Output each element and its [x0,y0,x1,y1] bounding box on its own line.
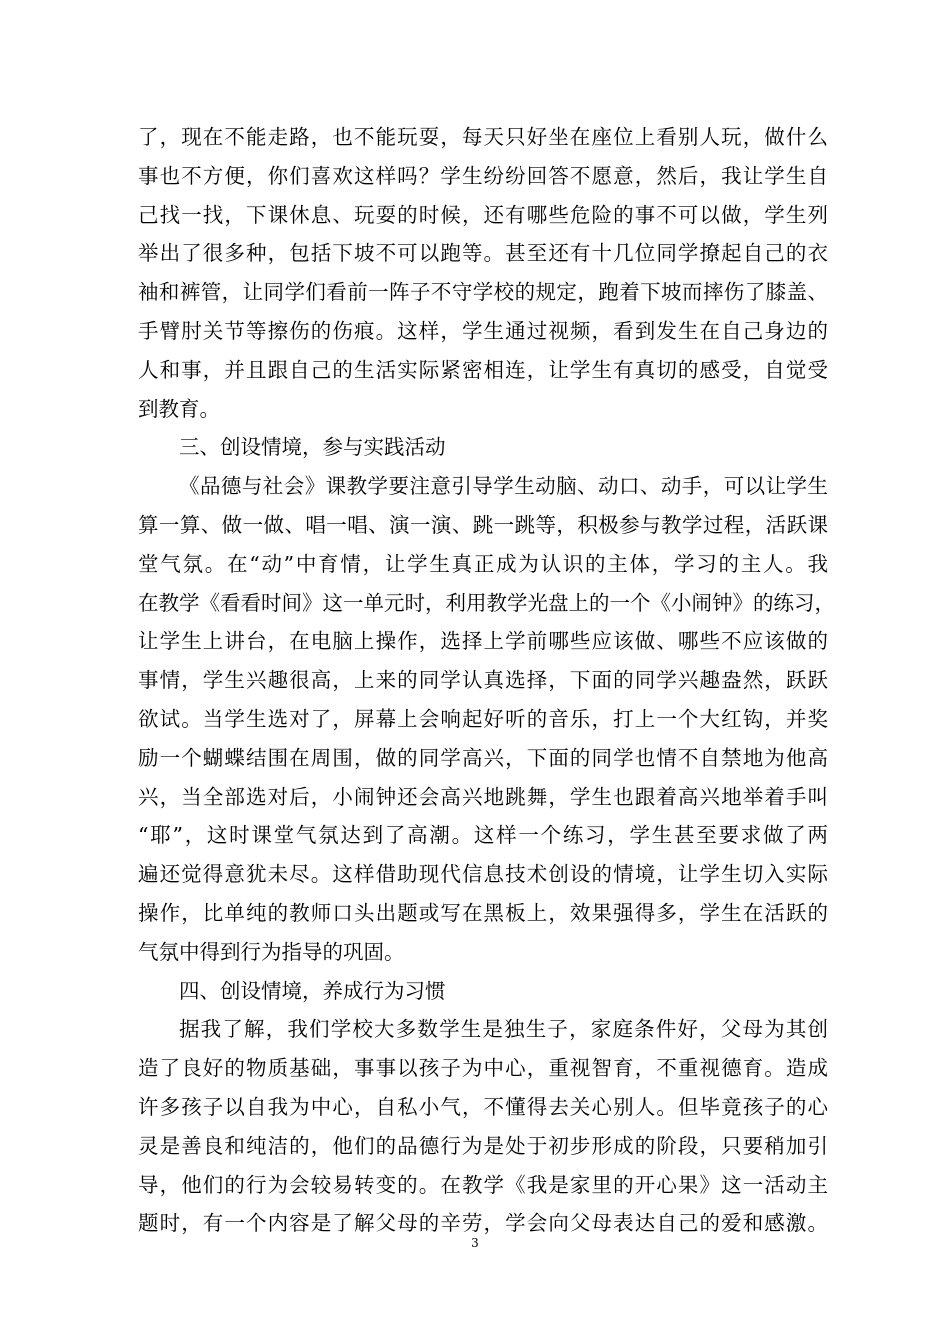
text-line: 兴，当全部选对后，小闹钟还会高兴地跳舞，学生也跟着高兴地举着手叫 [138,784,828,809]
text-line: 导，他们的行为会较易转变的。在教学《我是家里的开心果》这一活动主 [138,1172,828,1197]
text-line: 在教学《看看时间》这一单元时，利用教学光盘上的一个《小闹钟》的练习， [138,590,835,615]
text-line: 事也不方便，你们喜欢这样吗？学生纷纷回答不愿意，然后，我让学生自 [138,163,828,188]
text-line: 事情，学生兴趣很高，上来的同学认真选择，下面的同学兴趣盎然，跃跃 [138,668,828,693]
text-line: 题时，有一个内容是了解父母的辛劳，学会向父母表达自己的爱和感激。 [138,1211,828,1236]
paragraph-2 [138,467,835,971]
text-line: 励一个蝴蝶结围在周围，做的同学高兴，下面的同学也情不自禁地为他高 [138,745,828,770]
text-line: 让学生上讲台，在电脑上操作，选择上学前哪些应该做、哪些不应该做的 [138,629,828,654]
text-line: 《品德与社会》课教学要注意引导学生动脑、动口、动手，可以让学生 [179,474,828,499]
paragraph-3 [138,1010,828,1243]
text-line: 手臂肘关节等擦伤的伤痕。这样，学生通过视频，看到发生在自己身边的 [138,318,828,343]
text-line: 造了良好的物质基础，事事以孩子为中心，重视智育，不重视德育。造成 [138,1056,828,1081]
text-line: 举出了很多种，包括下坡不可以跑等。甚至还有十几位同学撩起自己的衣 [138,241,828,266]
text-line: 堂气氛。在“动”中育情，让学生真正成为认识的主体，学习的主人。我 [138,551,828,576]
text-line: 灵是善良和纯洁的，他们的品德行为是处于初步形成的阶段，只要稍加引 [138,1133,828,1158]
text-line: 气氛中得到行为指导的巩固。 [138,939,405,964]
text-line: 己找一找，下课休息、玩耍的时候，还有哪些危险的事不可以做，学生列 [138,202,828,227]
section-heading-3: 三、创设情境，参与实践活动 [179,435,446,460]
text-line: 欲试。当学生选对了，屏幕上会响起好听的音乐，打上一个大红钩，并奖 [138,706,828,731]
text-line: 操作，比单纯的教师口头出题或写在黑板上，效果强得多，学生在活跃的 [138,900,828,925]
text-line: 人和事，并且跟自己的生活实际紧密相连，让学生有真切的感受，自觉受 [138,357,828,382]
text-line: 据我了解，我们学校大多数学生是独生子，家庭条件好，父母为其创 [179,1017,828,1042]
text-line: 许多孩子以自我为中心，自私小气，不懂得去关心别人。但毕竟孩子的心 [138,1094,828,1119]
text-line: 了，现在不能走路，也不能玩耍，每天只好坐在座位上看别人玩，做什么 [138,125,828,149]
paragraph-1 [138,118,828,428]
text-line: “耶”，这时课堂气氛达到了高潮。这样一个练习，学生甚至要求做了两 [138,823,828,848]
text-line: 算一算、做一做、唱一唱、演一演、跳一跳等，积极参与教学过程，活跃课 [138,512,828,537]
text-line: 遍还觉得意犹未尽。这样借助现代信息技术创设的情境，让学生切入实际 [138,862,828,887]
page-number: 3 [471,1236,479,1250]
document-body [138,118,835,1243]
text-line: 袖和裤管，让同学们看前一阵子不守学校的规定，跑着下坡而摔伤了膝盖、 [138,280,828,305]
section-heading-4: 四、创设情境，养成行为习惯 [179,978,446,1003]
text-line: 到教育。 [138,396,220,421]
